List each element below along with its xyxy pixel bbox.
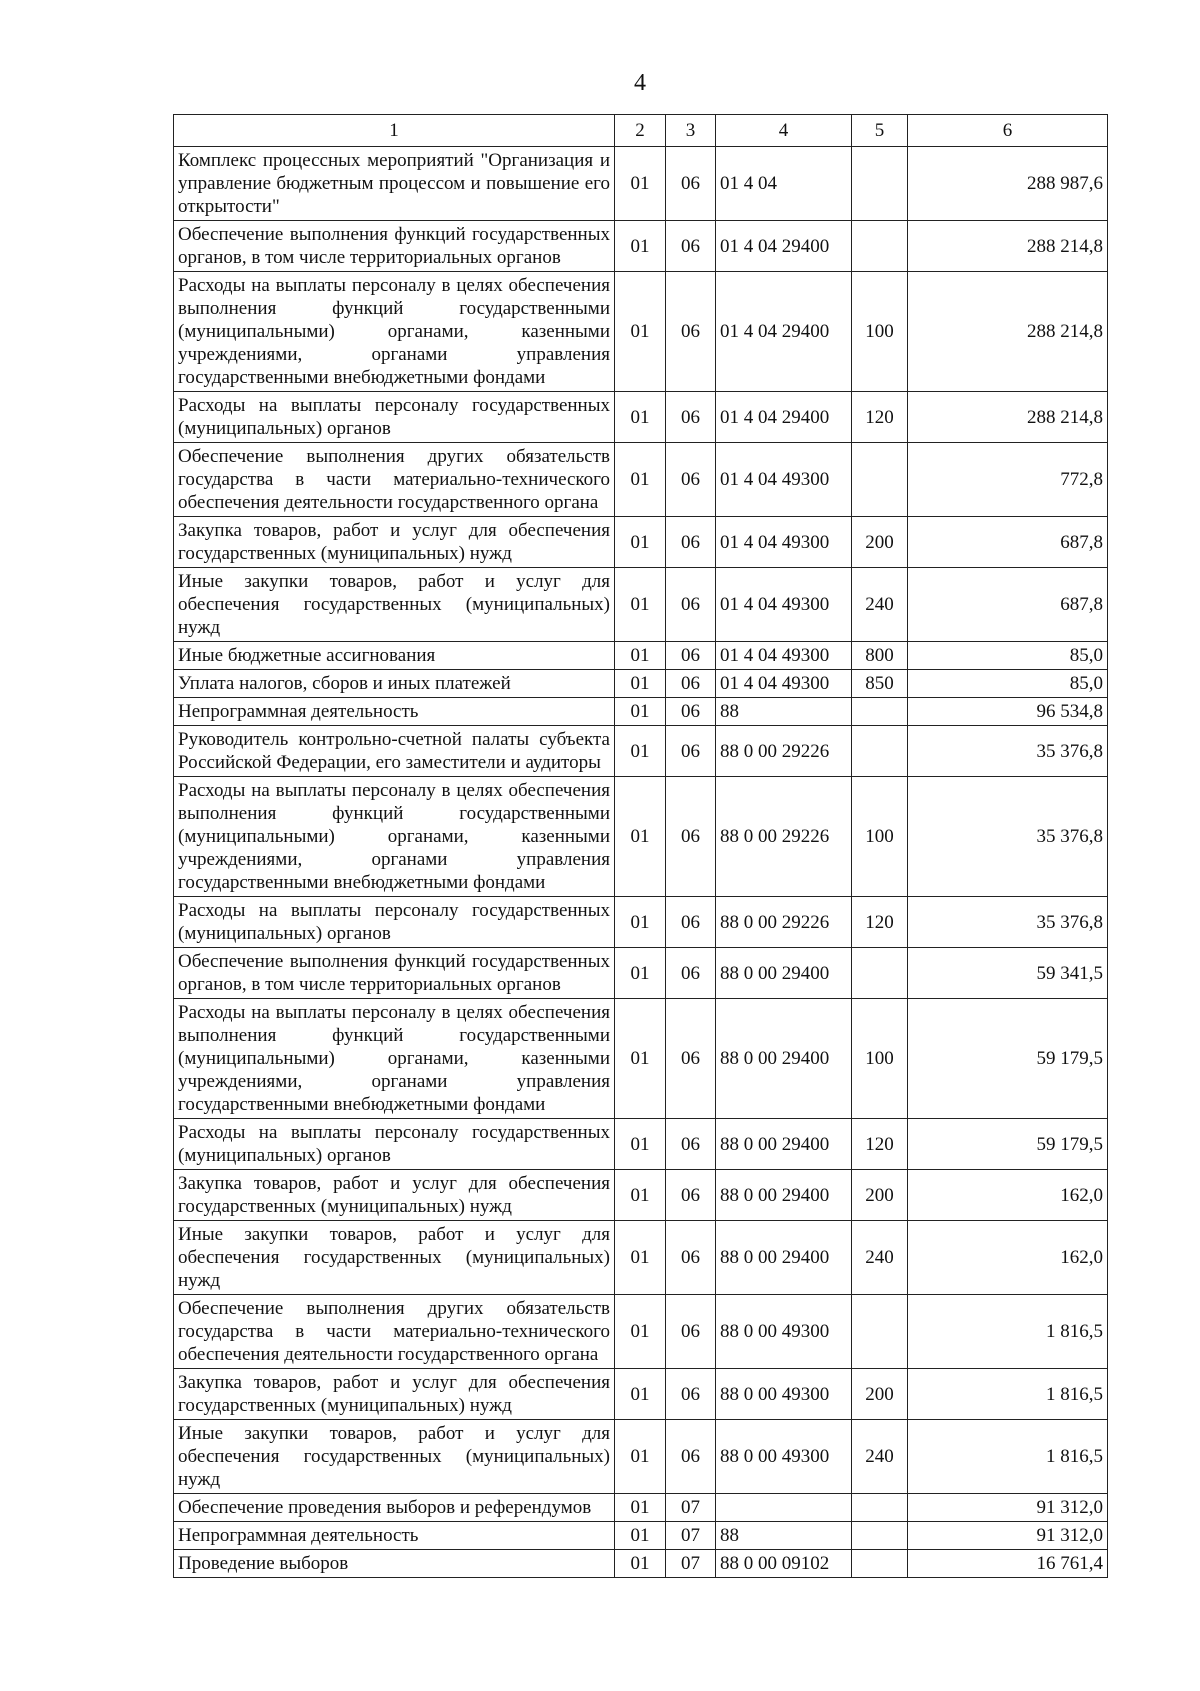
table-row <box>174 1295 1108 1369</box>
item-name-cell: Обеспечение проведения выборов и референдумов <box>174 1494 615 1522</box>
target-article-cell: 88 0 00 09102 <box>716 1550 852 1578</box>
expense-type-cell: 240 <box>852 1420 908 1494</box>
section-code-cell: 01 <box>615 392 666 443</box>
section-code-cell: 01 <box>615 1550 666 1578</box>
subsection-code-cell: 06 <box>666 777 716 897</box>
budget-table <box>173 114 1108 1578</box>
subsection-code-cell: 06 <box>666 568 716 642</box>
section-code-cell: 01 <box>615 221 666 272</box>
subsection-code-cell: 06 <box>666 948 716 999</box>
expense-type-cell: 800 <box>852 642 908 670</box>
section-code-cell: 01 <box>615 777 666 897</box>
table-row <box>174 392 1108 443</box>
expense-type-cell <box>852 698 908 726</box>
subsection-code-cell: 06 <box>666 147 716 221</box>
item-name-cell: Расходы на выплаты персоналу государственных (муниципальных) органов <box>174 1119 615 1170</box>
subsection-code-cell: 06 <box>666 272 716 392</box>
target-article-cell: 88 0 00 29400 <box>716 999 852 1119</box>
section-code-cell: 01 <box>615 1221 666 1295</box>
item-name-cell: Обеспечение выполнения функций государственных органов, в том числе территориальных органов <box>174 221 615 272</box>
target-article-cell: 01 4 04 29400 <box>716 221 852 272</box>
amount-cell: 35 376,8 <box>908 726 1108 777</box>
table-row <box>174 1170 1108 1221</box>
target-article-cell: 01 4 04 49300 <box>716 517 852 568</box>
section-code-cell: 01 <box>615 1119 666 1170</box>
amount-cell: 288 214,8 <box>908 392 1108 443</box>
item-name-cell: Закупка товаров, работ и услуг для обеспечения государственных (муниципальных) нужд <box>174 1170 615 1221</box>
section-code-cell: 01 <box>615 272 666 392</box>
expense-type-cell: 850 <box>852 670 908 698</box>
section-code-cell: 01 <box>615 726 666 777</box>
table-row <box>174 568 1108 642</box>
table-row <box>174 147 1108 221</box>
item-name-cell: Расходы на выплаты персоналу государственных (муниципальных) органов <box>174 392 615 443</box>
table-row <box>174 726 1108 777</box>
subsection-code-cell: 06 <box>666 443 716 517</box>
expense-type-cell <box>852 1522 908 1550</box>
table-row <box>174 517 1108 568</box>
table-row <box>174 1522 1108 1550</box>
section-code-cell: 01 <box>615 948 666 999</box>
item-name-cell: Расходы на выплаты персоналу в целях обеспечения выполнения функций государственными (муниципальными) органами, казенными учреждениями, органами управления государственными внебюджетными фондами <box>174 999 615 1119</box>
table-row <box>174 1550 1108 1578</box>
table-row <box>174 698 1108 726</box>
page-number: 4 <box>634 70 646 96</box>
target-article-cell <box>716 1494 852 1522</box>
table-row <box>174 777 1108 897</box>
item-name-cell: Обеспечение выполнения других обязательств государства в части материально-технического обеспечения деятельности государственного органа <box>174 443 615 517</box>
expense-type-cell: 200 <box>852 1170 908 1221</box>
item-name-cell: Расходы на выплаты персоналу в целях обеспечения выполнения функций государственными (муниципальными) органами, казенными учреждениями, органами управления государственными внебюджетными фондами <box>174 272 615 392</box>
item-name-cell: Непрограммная деятельность <box>174 698 615 726</box>
amount-cell: 162,0 <box>908 1221 1108 1295</box>
section-code-cell: 01 <box>615 897 666 948</box>
target-article-cell: 01 4 04 49300 <box>716 670 852 698</box>
amount-cell: 687,8 <box>908 517 1108 568</box>
amount-cell: 91 312,0 <box>908 1494 1108 1522</box>
target-article-cell: 88 0 00 29226 <box>716 897 852 948</box>
subsection-code-cell: 06 <box>666 1221 716 1295</box>
expense-type-cell <box>852 147 908 221</box>
target-article-cell: 88 0 00 29400 <box>716 948 852 999</box>
subsection-code-cell: 06 <box>666 1170 716 1221</box>
item-name-cell: Непрограммная деятельность <box>174 1522 615 1550</box>
section-code-cell: 01 <box>615 1295 666 1369</box>
table-body <box>174 147 1108 1578</box>
item-name-cell: Расходы на выплаты персоналу государственных (муниципальных) органов <box>174 897 615 948</box>
table-row <box>174 443 1108 517</box>
amount-cell: 59 341,5 <box>908 948 1108 999</box>
target-article-cell: 88 <box>716 1522 852 1550</box>
item-name-cell: Закупка товаров, работ и услуг для обеспечения государственных (муниципальных) нужд <box>174 1369 615 1420</box>
section-code-cell: 01 <box>615 568 666 642</box>
target-article-cell: 01 4 04 49300 <box>716 443 852 517</box>
table-row <box>174 897 1108 948</box>
expense-type-cell: 100 <box>852 777 908 897</box>
target-article-cell: 88 0 00 29400 <box>716 1170 852 1221</box>
subsection-code-cell: 06 <box>666 1420 716 1494</box>
table-row <box>174 1420 1108 1494</box>
expense-type-cell <box>852 726 908 777</box>
target-article-cell: 88 <box>716 698 852 726</box>
section-code-cell: 01 <box>615 1522 666 1550</box>
amount-cell: 35 376,8 <box>908 777 1108 897</box>
amount-cell: 35 376,8 <box>908 897 1108 948</box>
section-code-cell: 01 <box>615 1170 666 1221</box>
column-header: 4 <box>716 115 852 147</box>
table-row <box>174 221 1108 272</box>
amount-cell: 16 761,4 <box>908 1550 1108 1578</box>
column-header: 3 <box>666 115 716 147</box>
item-name-cell: Проведение выборов <box>174 1550 615 1578</box>
subsection-code-cell: 06 <box>666 1119 716 1170</box>
target-article-cell: 88 0 00 29226 <box>716 777 852 897</box>
section-code-cell: 01 <box>615 670 666 698</box>
table-row <box>174 1221 1108 1295</box>
subsection-code-cell: 06 <box>666 517 716 568</box>
subsection-code-cell: 06 <box>666 1369 716 1420</box>
subsection-code-cell: 07 <box>666 1550 716 1578</box>
amount-cell: 288 214,8 <box>908 272 1108 392</box>
subsection-code-cell: 06 <box>666 999 716 1119</box>
amount-cell: 59 179,5 <box>908 1119 1108 1170</box>
section-code-cell: 01 <box>615 698 666 726</box>
subsection-code-cell: 07 <box>666 1494 716 1522</box>
table-row <box>174 999 1108 1119</box>
amount-cell: 288 214,8 <box>908 221 1108 272</box>
amount-cell: 85,0 <box>908 670 1108 698</box>
table-row <box>174 1119 1108 1170</box>
column-header: 1 <box>174 115 615 147</box>
section-code-cell: 01 <box>615 642 666 670</box>
table-row <box>174 1494 1108 1522</box>
expense-type-cell: 200 <box>852 1369 908 1420</box>
section-code-cell: 01 <box>615 1369 666 1420</box>
target-article-cell: 88 0 00 49300 <box>716 1369 852 1420</box>
expense-type-cell: 120 <box>852 392 908 443</box>
expense-type-cell: 120 <box>852 1119 908 1170</box>
target-article-cell: 01 4 04 49300 <box>716 642 852 670</box>
target-article-cell: 88 0 00 29226 <box>716 726 852 777</box>
item-name-cell: Комплекс процессных мероприятий "Организация и управление бюджетным процессом и повышение его открытости" <box>174 147 615 221</box>
expense-type-cell <box>852 443 908 517</box>
target-article-cell: 01 4 04 49300 <box>716 568 852 642</box>
table-row <box>174 272 1108 392</box>
subsection-code-cell: 06 <box>666 897 716 948</box>
item-name-cell: Руководитель контрольно-счетной палаты субъекта Российской Федерации, его заместители и аудиторы <box>174 726 615 777</box>
subsection-code-cell: 06 <box>666 392 716 443</box>
section-code-cell: 01 <box>615 1494 666 1522</box>
subsection-code-cell: 06 <box>666 221 716 272</box>
expense-type-cell: 240 <box>852 568 908 642</box>
amount-cell: 1 816,5 <box>908 1420 1108 1494</box>
item-name-cell: Иные закупки товаров, работ и услуг для обеспечения государственных (муниципальных) нужд <box>174 1221 615 1295</box>
amount-cell: 288 987,6 <box>908 147 1108 221</box>
subsection-code-cell: 06 <box>666 698 716 726</box>
column-header: 5 <box>852 115 908 147</box>
target-article-cell: 88 0 00 49300 <box>716 1420 852 1494</box>
target-article-cell: 88 0 00 49300 <box>716 1295 852 1369</box>
section-code-cell: 01 <box>615 1420 666 1494</box>
amount-cell: 96 534,8 <box>908 698 1108 726</box>
target-article-cell: 01 4 04 29400 <box>716 272 852 392</box>
amount-cell: 1 816,5 <box>908 1295 1108 1369</box>
table-row <box>174 670 1108 698</box>
item-name-cell: Иные бюджетные ассигнования <box>174 642 615 670</box>
amount-cell: 1 816,5 <box>908 1369 1108 1420</box>
amount-cell: 772,8 <box>908 443 1108 517</box>
section-code-cell: 01 <box>615 517 666 568</box>
expense-type-cell: 100 <box>852 272 908 392</box>
expense-type-cell <box>852 1295 908 1369</box>
column-header: 2 <box>615 115 666 147</box>
table-row <box>174 642 1108 670</box>
column-header: 6 <box>908 115 1108 147</box>
expense-type-cell: 240 <box>852 1221 908 1295</box>
item-name-cell: Закупка товаров, работ и услуг для обеспечения государственных (муниципальных) нужд <box>174 517 615 568</box>
section-code-cell: 01 <box>615 999 666 1119</box>
expense-type-cell: 200 <box>852 517 908 568</box>
section-code-cell: 01 <box>615 443 666 517</box>
table-row <box>174 948 1108 999</box>
item-name-cell: Обеспечение выполнения других обязательств государства в части материально-технического обеспечения деятельности государственного органа <box>174 1295 615 1369</box>
amount-cell: 59 179,5 <box>908 999 1108 1119</box>
subsection-code-cell: 06 <box>666 642 716 670</box>
item-name-cell: Уплата налогов, сборов и иных платежей <box>174 670 615 698</box>
expense-type-cell <box>852 1550 908 1578</box>
item-name-cell: Расходы на выплаты персоналу в целях обеспечения выполнения функций государственными (муниципальными) органами, казенными учреждениями, органами управления государственными внебюджетными фондами <box>174 777 615 897</box>
expense-type-cell <box>852 948 908 999</box>
subsection-code-cell: 07 <box>666 1522 716 1550</box>
section-code-cell: 01 <box>615 147 666 221</box>
expense-type-cell: 120 <box>852 897 908 948</box>
target-article-cell: 01 4 04 <box>716 147 852 221</box>
target-article-cell: 88 0 00 29400 <box>716 1221 852 1295</box>
amount-cell: 687,8 <box>908 568 1108 642</box>
amount-cell: 91 312,0 <box>908 1522 1108 1550</box>
subsection-code-cell: 06 <box>666 670 716 698</box>
amount-cell: 85,0 <box>908 642 1108 670</box>
expense-type-cell <box>852 1494 908 1522</box>
item-name-cell: Иные закупки товаров, работ и услуг для обеспечения государственных (муниципальных) нужд <box>174 1420 615 1494</box>
table-row <box>174 1369 1108 1420</box>
amount-cell: 162,0 <box>908 1170 1108 1221</box>
expense-type-cell <box>852 221 908 272</box>
expense-type-cell: 100 <box>852 999 908 1119</box>
item-name-cell: Обеспечение выполнения функций государственных органов, в том числе территориальных органов <box>174 948 615 999</box>
target-article-cell: 88 0 00 29400 <box>716 1119 852 1170</box>
table-header-row <box>174 115 1108 147</box>
subsection-code-cell: 06 <box>666 726 716 777</box>
target-article-cell: 01 4 04 29400 <box>716 392 852 443</box>
item-name-cell: Иные закупки товаров, работ и услуг для обеспечения государственных (муниципальных) нужд <box>174 568 615 642</box>
subsection-code-cell: 06 <box>666 1295 716 1369</box>
